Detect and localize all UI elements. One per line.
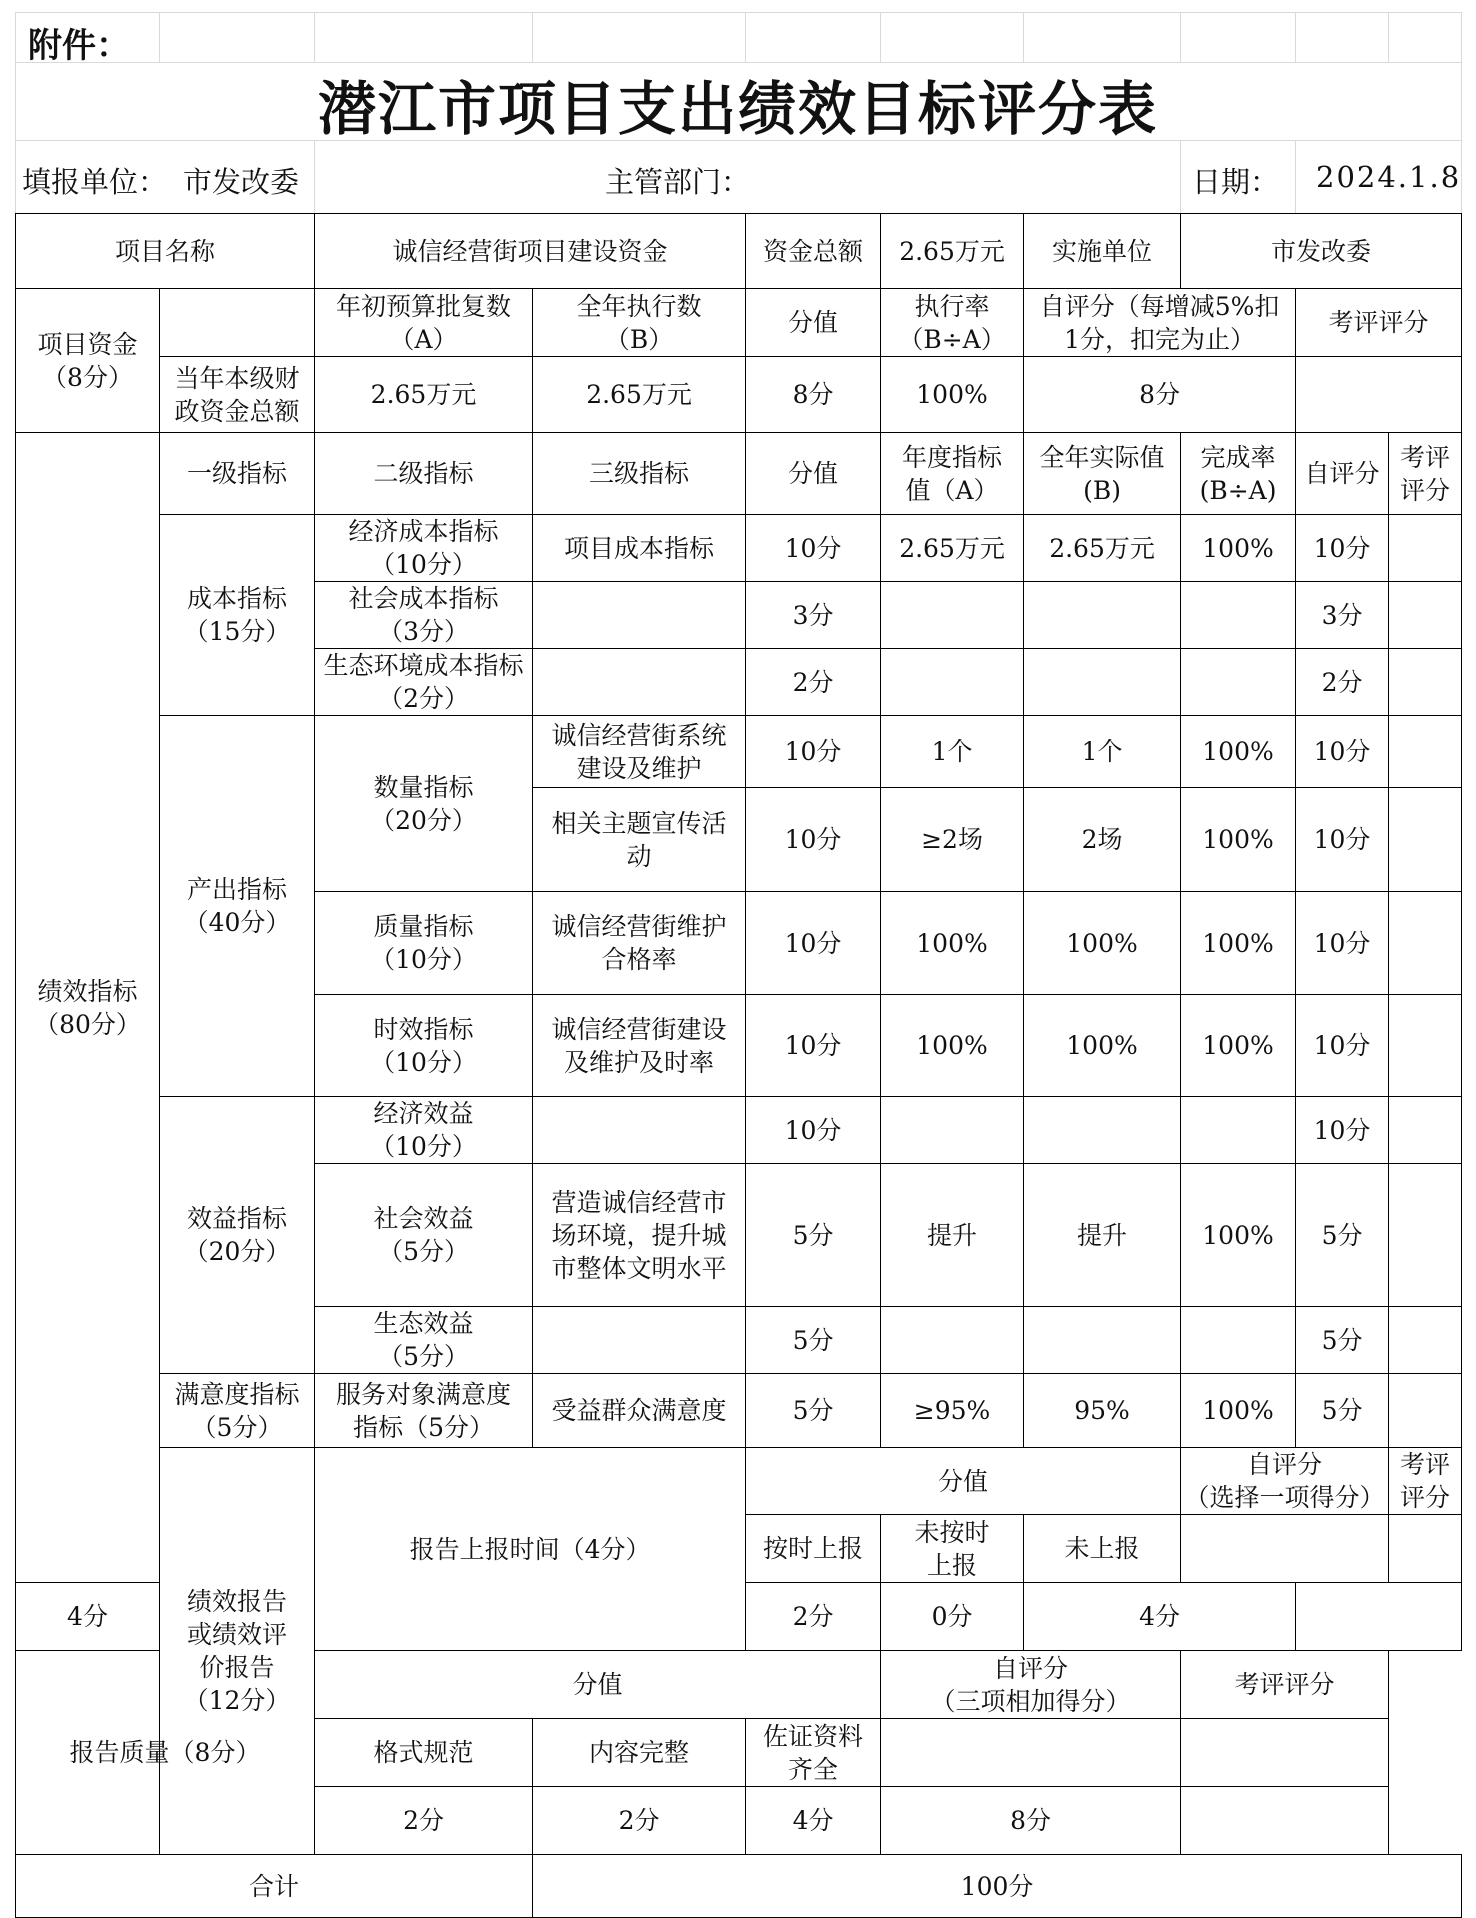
- report-quality-review-blank: [1181, 1719, 1389, 1787]
- cost-r3-rate: [1181, 649, 1296, 716]
- funds-rate: 100%: [881, 357, 1024, 433]
- output-r3-rate: 100%: [1181, 892, 1296, 995]
- perf-col-review: 考评 评分: [1389, 433, 1462, 515]
- report-quality-opt2: 内容完整: [533, 1719, 746, 1787]
- cost-r3-actual: [1024, 649, 1181, 716]
- project-name-value: 诚信经营街项目建设资金: [315, 214, 746, 289]
- report-time-self-blank: [1181, 1515, 1389, 1583]
- page-title: 潜江市项目支出绩效目标评分表: [317, 75, 1158, 143]
- cost-r2-score: 3分: [746, 582, 881, 649]
- benefit-r2-target: 提升: [881, 1164, 1024, 1307]
- report-quality-v3: 4分: [746, 1787, 881, 1855]
- output-qual-l2: 质量指标 （10分）: [315, 892, 533, 995]
- benefit-r1-l2: 经济效益 （10分）: [315, 1097, 533, 1164]
- output-r4-review: [1389, 995, 1462, 1097]
- benefit-r2-rate: 100%: [1181, 1164, 1296, 1307]
- cost-r1-target: 2.65万元: [881, 515, 1024, 582]
- unit-label: 填报单位：: [22, 165, 168, 199]
- total-funds-value: 2.65万元: [881, 214, 1024, 289]
- table-row: [16, 716, 1462, 788]
- output-r4-self: 10分: [1296, 995, 1389, 1097]
- benefit-r1-rate: [1181, 1097, 1296, 1164]
- output-r1-l3: 诚信经营街系统 建设及维护: [533, 716, 746, 788]
- benefit-r2-review: [1389, 1164, 1462, 1307]
- perf-section-label: 绩效指标 （80分）: [16, 433, 160, 1583]
- funds-score: 8分: [746, 357, 881, 433]
- satisfaction-row: [16, 1374, 1462, 1448]
- funds-col-score: 分值: [746, 289, 881, 357]
- benefit-r1-score: 10分: [746, 1097, 881, 1164]
- total-row: [16, 1855, 1462, 1918]
- benefit-r2-l2: 社会效益 （5分）: [315, 1164, 533, 1307]
- perf-col-self: 自评分: [1296, 433, 1389, 515]
- satisfaction-l2: 服务对象满意度 指标（5分）: [315, 1374, 533, 1448]
- satisfaction-review: [1389, 1374, 1462, 1448]
- satisfaction-actual: 95%: [1024, 1374, 1181, 1448]
- report-time-v1: 4分: [16, 1583, 160, 1651]
- cost-r3-l3: [533, 649, 746, 716]
- cost-r1-l3: 项目成本指标: [533, 515, 746, 582]
- benefit-r3-target: [881, 1307, 1024, 1374]
- funds-review: [1296, 357, 1462, 433]
- report-quality-opt1: 格式规范: [315, 1719, 533, 1787]
- benefit-r2-actual: 提升: [1024, 1164, 1181, 1307]
- cost-r1-actual: 2.65万元: [1024, 515, 1181, 582]
- report-quality-self-blank: [881, 1719, 1181, 1787]
- report-quality-review: [1181, 1787, 1389, 1855]
- funds-header-row: [16, 289, 1462, 357]
- satisfaction-l3: 受益群众满意度: [533, 1374, 746, 1448]
- satisfaction-rate: 100%: [1181, 1374, 1296, 1448]
- funds-row-label: 当年本级财 政资金总额: [160, 357, 315, 433]
- benefit-r3-actual: [1024, 1307, 1181, 1374]
- cost-r3-review: [1389, 649, 1462, 716]
- cost-r1-self: 10分: [1296, 515, 1389, 582]
- report-quality-label: 报告质量（8分）: [16, 1651, 315, 1855]
- benefit-r1-l3: [533, 1097, 746, 1164]
- cost-r2-target: [881, 582, 1024, 649]
- output-r2-rate: 100%: [1181, 788, 1296, 892]
- cost-r2-l2: 社会成本指标 （3分）: [315, 582, 533, 649]
- benefit-r1-actual: [1024, 1097, 1181, 1164]
- output-r2-review: [1389, 788, 1462, 892]
- total-value: 100分: [533, 1855, 1462, 1918]
- output-time-l2: 时效指标 （10分）: [315, 995, 533, 1097]
- cost-r2-actual: [1024, 582, 1181, 649]
- cost-r1-score: 10分: [746, 515, 881, 582]
- project-row: [16, 214, 1462, 289]
- date-value: 2024.1.8: [1316, 160, 1462, 194]
- funds-blank-cell: [160, 289, 315, 357]
- cost-r3-score: 2分: [746, 649, 881, 716]
- benefit-r3-score: 5分: [746, 1307, 881, 1374]
- dept-label: 主管部门：: [605, 165, 751, 199]
- satisfaction-target: ≥95%: [881, 1374, 1024, 1448]
- funds-data-row: [16, 357, 1462, 433]
- output-r2-score: 10分: [746, 788, 881, 892]
- funds-col-review: 考评评分: [1296, 289, 1462, 357]
- report-quality-v1: 2分: [315, 1787, 533, 1855]
- perf-col-score: 分值: [746, 433, 881, 515]
- output-r2-target: ≥2场: [881, 788, 1024, 892]
- score-table: [15, 213, 1462, 1918]
- report-quality-v2: 2分: [533, 1787, 746, 1855]
- benefit-r3-rate: [1181, 1307, 1296, 1374]
- benefit-r1-target: [881, 1097, 1024, 1164]
- perf-header-row: [16, 433, 1462, 515]
- benefit-r2-self: 5分: [1296, 1164, 1389, 1307]
- output-r4-actual: 100%: [1024, 995, 1181, 1097]
- table-row: [16, 515, 1462, 582]
- cost-r3-self: 2分: [1296, 649, 1389, 716]
- cost-r3-l2: 生态环境成本指标 （2分）: [315, 649, 533, 716]
- perf-col-l3: 三级指标: [533, 433, 746, 515]
- perf-col-target: 年度指标 值（A）: [881, 433, 1024, 515]
- output-r4-target: 100%: [881, 995, 1024, 1097]
- report-quality-self: 8分: [881, 1787, 1181, 1855]
- report-time-opt3: 未上报: [1024, 1515, 1181, 1583]
- cost-r1-review: [1389, 515, 1462, 582]
- output-r1-target: 1个: [881, 716, 1024, 788]
- report-time-label: 报告上报时间（4分）: [315, 1448, 746, 1651]
- output-r4-rate: 100%: [1181, 995, 1296, 1097]
- satisfaction-l1: 满意度指标 （5分）: [160, 1374, 315, 1448]
- funds-budget: 2.65万元: [315, 357, 533, 433]
- cost-r2-self: 3分: [1296, 582, 1389, 649]
- date-label: 日期：: [1192, 165, 1280, 199]
- cost-r1-l2: 经济成本指标 （10分）: [315, 515, 533, 582]
- output-r3-actual: 100%: [1024, 892, 1181, 995]
- benefit-r3-self: 5分: [1296, 1307, 1389, 1374]
- perf-col-l2: 二级指标: [315, 433, 533, 515]
- cost-r2-review: [1389, 582, 1462, 649]
- unit-value: 市发改委: [183, 165, 300, 199]
- output-r3-target: 100%: [881, 892, 1024, 995]
- cost-r2-rate: [1181, 582, 1296, 649]
- total-funds-label: 资金总额: [746, 214, 881, 289]
- funds-col-exec: 全年执行数 （B）: [533, 289, 746, 357]
- benefit-r3-review: [1389, 1307, 1462, 1374]
- output-r3-review: [1389, 892, 1462, 995]
- report-quality-review-head: 考评评分: [1181, 1651, 1389, 1719]
- report-time-score-head: 分值: [746, 1448, 1181, 1515]
- benefit-r2-l3: 营造诚信经营市 场环境，提升城 市整体文明水平: [533, 1164, 746, 1307]
- perf-col-l1: 一级指标: [160, 433, 315, 515]
- output-r4-score: 10分: [746, 995, 881, 1097]
- table-row: [16, 1097, 1462, 1164]
- benefit-r2-score: 5分: [746, 1164, 881, 1307]
- report-time-review-head: 考评 评分: [1389, 1448, 1462, 1515]
- output-r4-l3: 诚信经营街建设 及维护及时率: [533, 995, 746, 1097]
- impl-unit-label: 实施单位: [1024, 214, 1181, 289]
- benefit-r3-l2: 生态效益 （5分）: [315, 1307, 533, 1374]
- output-r3-l3: 诚信经营街维护 合格率: [533, 892, 746, 995]
- report-time-opt1: 按时上报: [746, 1515, 881, 1583]
- funds-col-rate: 执行率 （B÷A）: [881, 289, 1024, 357]
- cost-label: 成本指标 （15分）: [160, 515, 315, 716]
- output-r1-score: 10分: [746, 716, 881, 788]
- output-r3-self: 10分: [1296, 892, 1389, 995]
- report-time-v3: 0分: [881, 1583, 1024, 1651]
- report-time-self: 4分: [1024, 1583, 1296, 1651]
- benefit-label: 效益指标 （20分）: [160, 1097, 315, 1374]
- funds-exec: 2.65万元: [533, 357, 746, 433]
- report-quality-opt3: 佐证资料 齐全: [746, 1719, 881, 1787]
- report-time-opt2: 未按时 上报: [881, 1515, 1024, 1583]
- report-time-self-head: 自评分 （选择一项得分）: [1181, 1448, 1389, 1515]
- satisfaction-self: 5分: [1296, 1374, 1389, 1448]
- output-r1-actual: 1个: [1024, 716, 1181, 788]
- report-section-label: 绩效报告 或绩效评 价报告 （12分）: [160, 1448, 315, 1855]
- attachment-label: 附件：: [28, 26, 130, 66]
- report-time-review-blank: [1389, 1515, 1462, 1583]
- impl-unit-value: 市发改委: [1181, 214, 1462, 289]
- output-r1-self: 10分: [1296, 716, 1389, 788]
- report-quality-score-head: 分值: [315, 1651, 881, 1719]
- satisfaction-score: 5分: [746, 1374, 881, 1448]
- perf-col-actual: 全年实际值 (B): [1024, 433, 1181, 515]
- output-r2-l3: 相关主题宣传活 动: [533, 788, 746, 892]
- perf-col-rate: 完成率 (B÷A): [1181, 433, 1296, 515]
- cost-r1-rate: 100%: [1181, 515, 1296, 582]
- output-r3-score: 10分: [746, 892, 881, 995]
- project-name-label: 项目名称: [16, 214, 315, 289]
- total-label: 合计: [16, 1855, 533, 1918]
- report-time-review: [1296, 1583, 1462, 1651]
- output-r2-self: 10分: [1296, 788, 1389, 892]
- report-time-v2: 2分: [746, 1583, 881, 1651]
- benefit-r1-review: [1389, 1097, 1462, 1164]
- report-quality-self-head: 自评分 （三项相加得分）: [881, 1651, 1181, 1719]
- output-label: 产出指标 （40分）: [160, 716, 315, 1097]
- funds-col-self: 自评分（每增减5%扣 1分，扣完为止）: [1024, 289, 1296, 357]
- output-r2-actual: 2场: [1024, 788, 1181, 892]
- benefit-r1-self: 10分: [1296, 1097, 1389, 1164]
- funds-self: 8分: [1024, 357, 1296, 433]
- funds-section-label: 项目资金 （8分）: [16, 289, 160, 433]
- output-r1-rate: 100%: [1181, 716, 1296, 788]
- cost-r2-l3: [533, 582, 746, 649]
- output-r1-review: [1389, 716, 1462, 788]
- funds-col-budget: 年初预算批复数 （A）: [315, 289, 533, 357]
- benefit-r3-l3: [533, 1307, 746, 1374]
- cost-r3-target: [881, 649, 1024, 716]
- report-time-header-row: [16, 1448, 1462, 1515]
- output-qty-l2: 数量指标 （20分）: [315, 716, 533, 892]
